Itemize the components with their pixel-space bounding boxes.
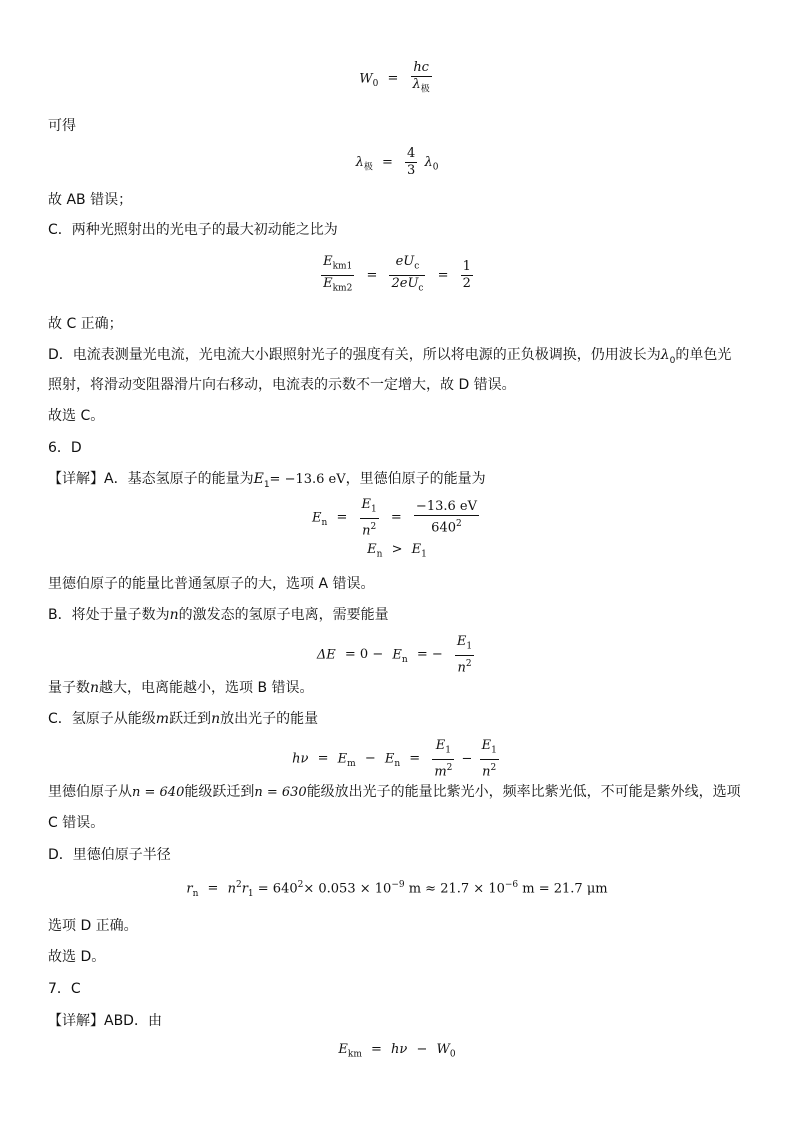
eq4-den: n [362,522,371,538]
eq3-equals-2: = [437,267,449,283]
eq4-num: E [361,497,371,512]
eq6-equals: = 0 − [344,647,384,663]
eq7-b-sub: n [394,759,401,770]
eq7-d2: n [482,763,491,779]
eq4-fraction-1 [360,497,379,539]
eq4-num2: −13.6 eV [415,499,477,515]
eq9-lhs-sub: km [347,1049,362,1060]
t11b: 的激发态的氢原子电离，需要能量 [178,607,389,623]
t13-m: m [155,711,170,727]
lambda-symbol: λ [660,347,670,363]
t11-n: n [169,607,179,623]
text-choose-c: 故选 C。 [48,408,105,424]
t14-n1: n = 640 [132,785,185,800]
eq8-exp2: −6 [504,880,519,890]
eq9-b: W [436,1042,450,1057]
t12-n: n [90,680,100,696]
t13c: 放出光子的能量 [220,711,319,727]
eq1-equals: = [387,71,399,87]
eq4-den2: 640 [431,520,456,536]
eq1-den: λ [412,77,421,92]
text-d-correct: 选项 D 正确。 [48,918,138,934]
eq4-num-sub: 1 [371,504,377,515]
eq4-equals: = [336,510,348,526]
eq3-equals: = [366,267,378,283]
eq8-r1b-sub: 1 [247,888,254,899]
eq8-rest: × 0.053 × 10 [303,881,392,897]
eq6-den: n [457,659,466,675]
eq7-minus-2: − [461,751,473,767]
eq8-r1: n [227,881,236,897]
eq7-n1-sub: 1 [445,745,451,756]
text-choose-d: 故选 D。 [48,949,106,965]
text-ab-wrong: 故 AB 错误； [48,192,133,208]
eq3-d2: 2eU [391,275,419,291]
t5b: 的单色光 [675,347,732,363]
eq4-fraction-2 [414,499,479,536]
eq7-lhs: hν [292,751,309,767]
equation-einstein-photoelectric [0,1042,794,1060]
eq3-n1: E [323,254,333,269]
eq8-p-sup: 2 [297,880,304,890]
t9a: 【详解】A．基态氢原子的能量为 [48,471,254,487]
equation-rydberg-radius [0,880,794,899]
eq2-equals: = [381,155,393,170]
eq4-lhs: E [312,510,322,526]
t12b: 越大，电离能越小，选项 B 错误。 [99,680,314,696]
text-6-detail-a [48,469,486,495]
eq3-fraction-2 [389,254,425,296]
eq3-d3: 2 [462,275,471,291]
eq2-fraction [405,146,417,179]
eq4-den2-sup: 2 [456,519,462,530]
text-c-wrong: C 错误。 [48,815,105,831]
eq8-r1b: r [241,881,248,897]
eq7-equals: = [317,751,329,767]
eq6-num: E [456,634,467,649]
eq7-equals-2: = [409,751,421,767]
eq8-equals: = [207,881,219,897]
eq6-num-sub: 1 [466,641,473,652]
eq2-tail-sub: 0 [432,162,439,173]
t14-n2: n = 630 [254,785,307,800]
eq3-n2: eU [395,254,415,269]
eq8-lhs: r [186,881,193,897]
equation-rydberg-energy [0,497,794,539]
eq3-n2-sub: c [414,261,420,272]
eq4-equals-2: = [390,510,402,526]
eq7-a: E [337,751,348,767]
eq5-rhs-sub: 1 [421,549,427,560]
t14b: 能级跃迁到 [184,784,255,800]
eq4-lhs-sub: n [321,518,328,529]
eq7-n2: E [481,738,492,753]
equation-energy-compare [0,542,794,560]
question-6-answer: 6．D [48,440,82,456]
eq9-b-sub: 0 [449,1049,456,1060]
eq8-equals-2: = 640 [257,881,298,897]
eq5-rhs: E [411,542,422,557]
text-c-ratio: C．两种光照射出的光电子的最大初动能之比为 [48,222,338,238]
t9-E: E [253,471,264,487]
eq2-den: 3 [407,163,416,178]
eq3-fraction-3 [461,259,473,292]
equation-photon-energy [0,738,794,780]
eq3-d2-sub: c [418,283,424,294]
eq3-n3: 1 [462,258,471,274]
eq7-d1: m [434,763,447,779]
eq2-lhs-sub: 极 [363,162,373,173]
eq6-mid-sub: n [401,655,408,666]
eq8-exp: −9 [391,880,405,890]
t14a: 里德伯原子从 [48,784,132,800]
eq3-d1: E [323,275,333,291]
eq6-lhs: ΔE [316,647,336,663]
eq9-equals: = [371,1042,382,1057]
eq3-d1-sub: km2 [332,283,353,294]
t13-n: n [211,711,221,727]
text-d-line2: 照射，将滑动变阻器滑片向右移动，电流表的示数不一定增大，故 D 错误。 [48,377,516,393]
text-7-detail: 【详解】ABD．由 [48,1013,162,1029]
eq8-unit: m ≈ 21.7 × 10 [404,881,505,897]
question-7-answer: 7．C [48,981,81,997]
eq1-lhs-sub: 0 [372,78,379,89]
text-b-ionize [48,605,389,625]
text-c-correct: 故 C 正确； [48,316,123,332]
text-d-radius: D．里德伯原子半径 [48,847,171,863]
eq9-lhs: E [338,1042,348,1057]
eq1-fraction [411,60,432,98]
eq7-fraction-2 [480,738,499,780]
eq7-a-sub: m [347,759,356,770]
eq5-op: > [391,542,403,557]
text-ke-de: 可得 [48,118,76,134]
equation-ionization [0,634,794,676]
text-c-transition [48,709,318,729]
eq2-tail: λ [424,155,433,170]
eq1-den-sub: 极 [420,84,430,95]
eq5-lhs: E [367,542,377,557]
equation-kinetic-ratio [0,254,794,296]
eq4-den-sup: 2 [370,521,377,532]
t13b: 跃迁到 [169,711,212,727]
t14c: 能级放出光子的能量比紫光小，频率比紫光低，不可能是紫外线，选项 [306,784,741,800]
t9-E-sub: 1 [263,479,270,490]
t9-value: = −13.6 eV [269,472,346,487]
lambda-sub: 0 [669,355,676,366]
eq6-equals-2: = − [416,647,443,663]
t5a: D．电流表测量光电流，光电流大小跟照射光子的强度有关，所以将电源的正负极调换，仍用波长为 [48,347,661,363]
eq2-lhs: λ [355,155,364,170]
eq9-minus: − [416,1042,428,1057]
equation-wavelength [0,146,794,179]
eq7-minus: − [364,751,376,767]
text-b-wrong [48,678,314,698]
eq1-num: hc [411,60,432,77]
eq7-b: E [384,751,395,767]
eq5-lhs-sub: n [376,549,383,560]
eq8-unit2: m = 21.7 μm [518,881,608,897]
eq7-n1: E [435,738,446,753]
eq7-d2-sup: 2 [490,762,497,773]
eq1-lhs: W [359,71,373,87]
eq7-d1-sup: 2 [446,762,453,773]
eq7-fraction-1 [432,738,454,780]
eq9-a: hν [391,1042,408,1057]
eq8-lhs-sub: n [192,888,199,899]
t12a: 量子数 [48,680,90,696]
eq6-fraction [455,634,474,676]
eq6-mid: E [392,647,402,663]
eq6-den-sup: 2 [465,658,472,669]
eq8-r1-sup: 2 [235,880,242,890]
t13a: C．氢原子从能级 [48,711,156,727]
t9b: ，里德伯原子的能量为 [345,471,486,487]
equation-work-function [0,60,794,98]
eq3-n1-sub: km1 [332,261,353,272]
eq2-num: 4 [407,146,416,161]
eq7-n2-sub: 1 [491,745,497,756]
text-a-wrong: 里德伯原子的能量比普通氢原子的大，选项 A 错误。 [48,576,375,592]
text-c-detail-line1 [48,782,741,803]
eq3-fraction-1 [321,254,354,296]
text-d-line1 [48,345,731,371]
t11a: B．将处于量子数为 [48,607,170,623]
